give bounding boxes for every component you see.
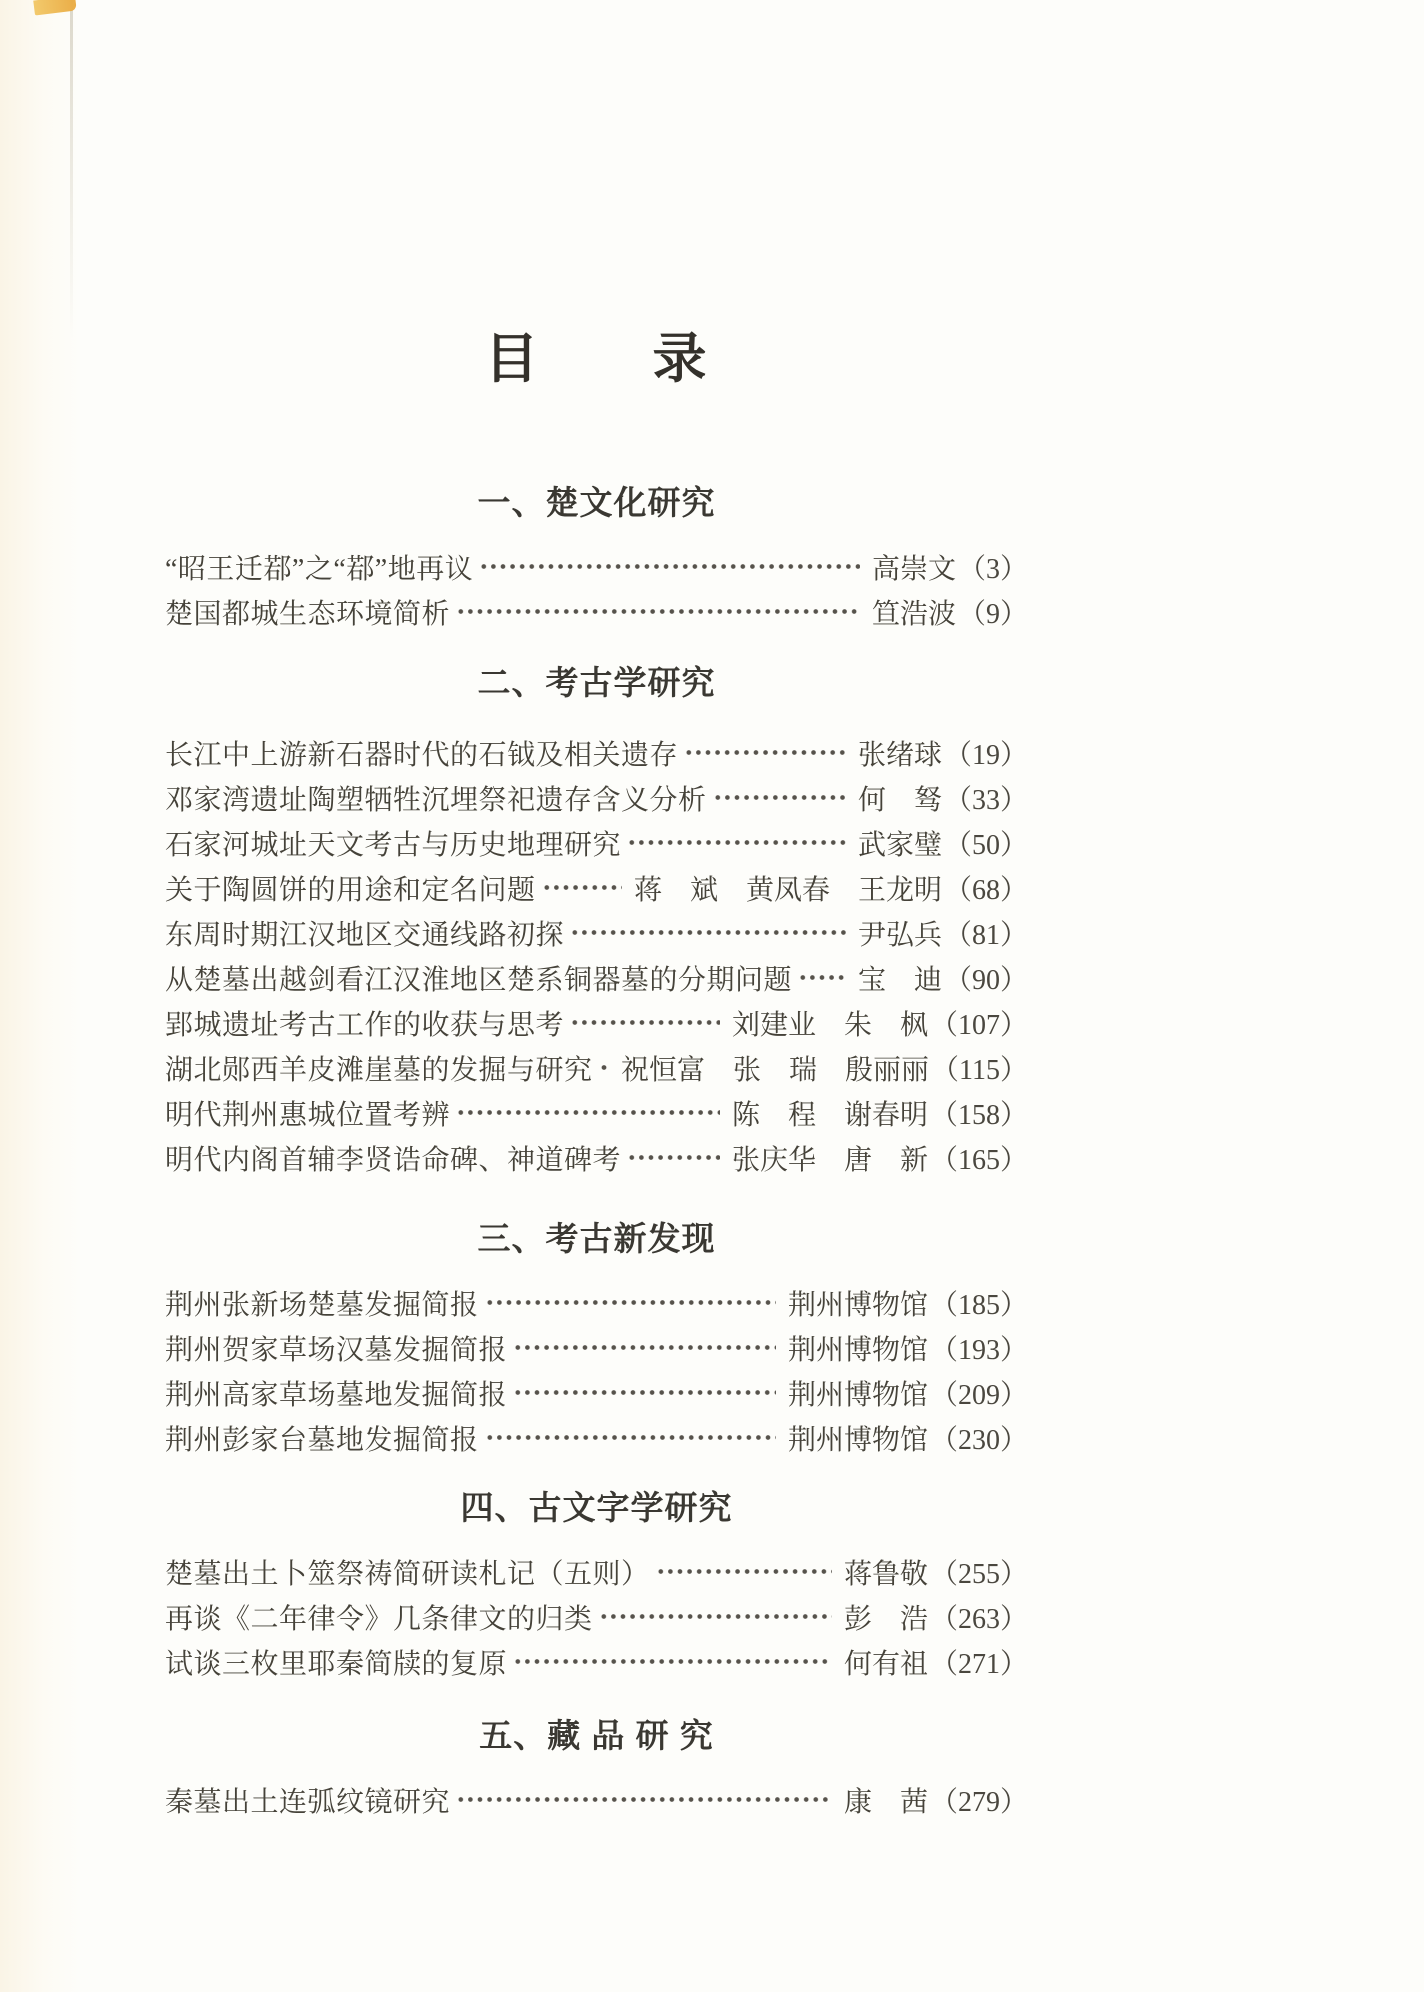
- toc-entry: [165, 1639, 1028, 1684]
- dot-leader: [599, 1045, 610, 1090]
- entry-authors: 何有祖: [843, 1648, 928, 1680]
- entry-page-number: （165）: [929, 1144, 1028, 1176]
- scan-crease-line: [70, 0, 73, 340]
- entry-authors: 张绪球: [857, 739, 942, 771]
- entry-title: 楚国都城生态环境简析: [165, 598, 451, 630]
- entry-title: 明代内阁首辅李贤诰命碑、神道碑考: [165, 1144, 622, 1176]
- entry-page-number: （185）: [929, 1289, 1028, 1321]
- entry-page-number: （33）: [943, 784, 1028, 816]
- entry-page-number: （263）: [929, 1603, 1028, 1635]
- entry-authors: 尹弘兵: [857, 919, 942, 951]
- toc-entry: [165, 1777, 1028, 1822]
- dot-leader: [513, 1639, 832, 1684]
- dot-leader: [456, 1777, 832, 1822]
- entry-page-number: （271）: [929, 1648, 1028, 1680]
- dot-leader: [513, 1370, 776, 1415]
- entry-title: 石家河城址天文考古与历史地理研究: [165, 829, 622, 861]
- section-heading: 三、考古新发现: [477, 1220, 716, 1257]
- entry-authors: 蒋鲁敬: [843, 1558, 928, 1590]
- entry-authors: 何 驽: [857, 784, 942, 816]
- dot-leader: [798, 955, 846, 1000]
- entry-title: 荆州张新场楚墓发掘简报: [165, 1289, 479, 1321]
- entry-page-number: （193）: [929, 1334, 1028, 1366]
- entry-authors: 笪浩波: [871, 598, 956, 630]
- dot-leader: [456, 589, 860, 634]
- entry-title: 湖北郧西羊皮滩崖墓的发掘与研究: [165, 1054, 593, 1086]
- entry-authors: 张庆华 唐 新: [731, 1144, 928, 1176]
- section-archaeology-studies: [165, 666, 1028, 1180]
- dot-leader: [513, 1325, 776, 1370]
- entry-authors: 彭 浩: [843, 1603, 928, 1635]
- entry-title: 楚墓出土卜筮祭祷简研读札记（五则）: [165, 1558, 650, 1590]
- toc-entry: [165, 1415, 1028, 1460]
- section-new-discoveries: [165, 1222, 1028, 1460]
- toc-entry: [165, 865, 1028, 910]
- dot-leader: [570, 910, 846, 955]
- entry-page-number: （9）: [957, 598, 1028, 630]
- entry-authors: 陈 程 谢春明: [731, 1099, 928, 1131]
- entry-page-number: （19）: [943, 739, 1028, 771]
- entry-title: “昭王迁鄀”之“鄀”地再议: [165, 553, 474, 585]
- entry-authors: 康 茜: [843, 1786, 928, 1818]
- dot-leader: [684, 730, 846, 775]
- section-paleography-studies: [165, 1491, 1028, 1684]
- entry-title: 长江中上游新石器时代的石钺及相关遗存: [165, 739, 679, 771]
- section-heading: 四、古文字学研究: [460, 1489, 733, 1526]
- entry-title: 荆州贺家草场汉墓发掘简报: [165, 1334, 508, 1366]
- dot-leader: [570, 1000, 720, 1045]
- dot-leader: [599, 1594, 832, 1639]
- entry-authors: 宝 迪: [857, 964, 942, 996]
- entry-page-number: （255）: [929, 1558, 1028, 1590]
- section-entries: [165, 1280, 1028, 1460]
- section-collection-studies: [165, 1719, 1028, 1822]
- section-entries: [165, 1777, 1028, 1822]
- entry-page-number: （81）: [943, 919, 1028, 951]
- entry-title: 秦墓出土连弧纹镜研究: [165, 1786, 451, 1818]
- entry-title: 关于陶圆饼的用途和定名问题: [165, 874, 536, 906]
- section-heading: 五、藏 品 研 究: [479, 1717, 714, 1754]
- entry-title: 明代荆州惠城位置考辨: [165, 1099, 451, 1131]
- entry-page-number: （107）: [929, 1009, 1028, 1041]
- entry-page-number: （50）: [943, 829, 1028, 861]
- dot-leader: [627, 1135, 720, 1180]
- entry-title: 试谈三枚里耶秦简牍的复原: [165, 1648, 508, 1680]
- entry-page-number: （230）: [929, 1424, 1028, 1456]
- dot-leader: [542, 865, 622, 910]
- dot-leader: [479, 544, 860, 589]
- entry-page-number: （90）: [943, 964, 1028, 996]
- dot-leader: [656, 1549, 832, 1594]
- entry-authors: 荆州博物馆: [787, 1424, 928, 1456]
- toc-entry: [165, 1135, 1028, 1180]
- entry-authors: 蒋 斌 黄凤春 王龙明: [633, 874, 942, 906]
- dot-leader: [485, 1280, 776, 1325]
- dot-leader: [456, 1090, 720, 1135]
- entry-authors: 荆州博物馆: [787, 1289, 928, 1321]
- toc-entry: [165, 910, 1028, 955]
- section-entries: [165, 544, 1028, 634]
- entry-title: 再谈《二年律令》几条律文的归类: [165, 1603, 593, 1635]
- entry-authors: 荆州博物馆: [787, 1334, 928, 1366]
- entry-title: 荆州高家草场墓地发掘简报: [165, 1379, 508, 1411]
- toc-entry: [165, 589, 1028, 634]
- entry-authors: 祝恒富 张 瑞 殷丽丽: [621, 1054, 930, 1086]
- scan-gutter-shade: [0, 0, 80, 1992]
- entry-title: 邓家湾遗址陶塑牺牲沉埋祭祀遗存含义分析: [165, 784, 707, 816]
- toc-entry: [165, 1549, 1028, 1594]
- entry-page-number: （158）: [929, 1099, 1028, 1131]
- page-title: 目 录: [484, 329, 709, 389]
- toc-entry: [165, 1090, 1028, 1135]
- entry-page-number: （209）: [929, 1379, 1028, 1411]
- section-heading: 二、考古学研究: [477, 664, 716, 701]
- entry-title: 郢城遗址考古工作的收获与思考: [165, 1009, 565, 1041]
- entry-authors: 荆州博物馆: [787, 1379, 928, 1411]
- toc-entry: [165, 1045, 1028, 1090]
- entry-page-number: （3）: [957, 553, 1028, 585]
- toc-entry: [165, 544, 1028, 589]
- entry-page-number: （279）: [929, 1786, 1028, 1818]
- toc-entry: [165, 1370, 1028, 1415]
- section-heading: 一、楚文化研究: [477, 484, 716, 521]
- entry-title: 东周时期江汉地区交通线路初探: [165, 919, 565, 951]
- dot-leader: [485, 1415, 776, 1460]
- toc-entry: [165, 820, 1028, 865]
- toc-entry: [165, 1280, 1028, 1325]
- toc-entry: [165, 1325, 1028, 1370]
- section-entries: [165, 730, 1028, 1180]
- toc-entry: [165, 1594, 1028, 1639]
- toc-entry: [165, 955, 1028, 1000]
- toc-entry: [165, 730, 1028, 775]
- section-entries: [165, 1549, 1028, 1684]
- entry-page-number: （68）: [943, 874, 1028, 906]
- entry-page-number: （115）: [931, 1054, 1028, 1086]
- dot-leader: [627, 820, 846, 865]
- entry-authors: 刘建业 朱 枫: [731, 1009, 928, 1041]
- dot-leader: [713, 775, 846, 820]
- entry-authors: 武家璧: [857, 829, 942, 861]
- section-chu-culture-studies: [165, 486, 1028, 634]
- entry-title: 荆州彭家台墓地发掘简报: [165, 1424, 479, 1456]
- entry-authors: 高崇文: [871, 553, 956, 585]
- toc-entry: [165, 1000, 1028, 1045]
- toc-entry: [165, 775, 1028, 820]
- toc-content: [165, 0, 1028, 1822]
- entry-title: 从楚墓出越剑看江汉淮地区楚系铜器墓的分期问题: [165, 964, 793, 996]
